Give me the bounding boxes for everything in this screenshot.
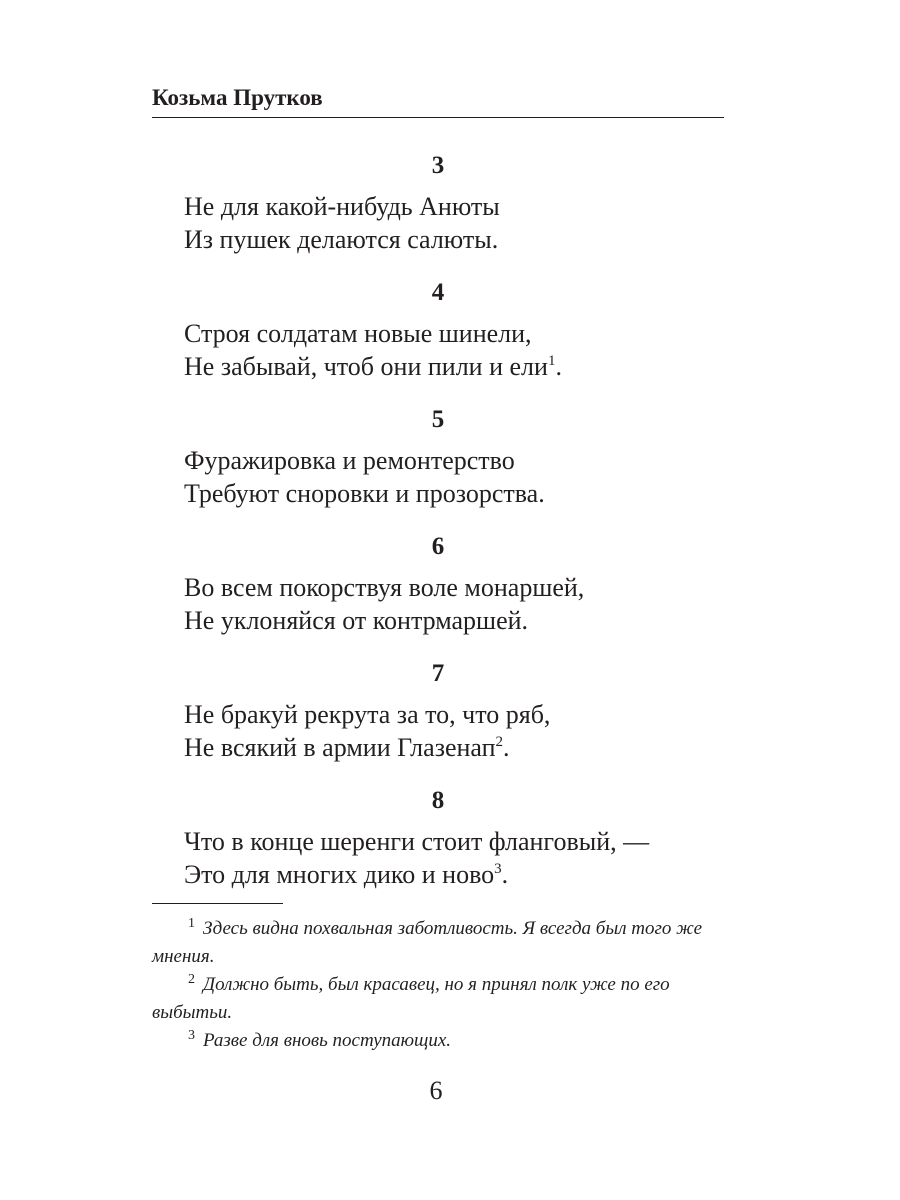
verse-line-text: Не уклоняйся от контрмаршей. (184, 606, 529, 635)
stanza-number: 4 (431, 279, 445, 306)
footnote-reference[interactable]: 3 (494, 861, 502, 877)
verse-line: Что в конце шеренги стоит фланговый, — (184, 827, 650, 856)
footnote-text: Здесь видна похвальная заботливость. Я всегда был того же мнения. (152, 918, 703, 967)
verse-line (152, 477, 724, 510)
stanza-number: 5 (431, 406, 445, 433)
stanza-number: 8 (431, 787, 445, 814)
verse-line: Строя солдатам новые шинели, (184, 319, 532, 348)
footnote (152, 915, 724, 971)
stanza (152, 658, 724, 785)
footnote (152, 971, 724, 1027)
footnote-reference[interactable]: 1 (547, 353, 556, 369)
verse-line-punctuation: . (555, 352, 562, 381)
stanza-number: 3 (431, 152, 445, 179)
footnote-text: Должно быть, был красавец, но я принял полк уже по его выбытьи. (152, 974, 670, 1023)
footnote-text: Разве для вновь поступающих. (203, 1030, 452, 1051)
footnote-reference[interactable]: 2 (495, 734, 504, 750)
footnote-mark: 3 (188, 1028, 195, 1043)
stanza-number: 6 (431, 533, 445, 560)
stanza (152, 150, 724, 277)
verse-line-punctuation: . (503, 733, 510, 762)
verse-line-text: Это для многих дико и ново (184, 860, 495, 889)
footnotes (152, 915, 724, 1055)
stanza (152, 531, 724, 658)
verse-line (152, 858, 724, 891)
verse-line: Фуражировка и ремонтерство (184, 446, 515, 475)
verse-line-text: Не забывай, чтоб они пили и ели (184, 352, 548, 381)
verse-line (152, 731, 724, 764)
verse-line-text: Требуют сноровки и прозорства. (184, 479, 545, 508)
verse-line: Не бракуй рекрута за то, что ряб, (184, 700, 551, 729)
verse-line: Во всем покорствуя воле монаршей, (184, 573, 585, 602)
stanza (152, 404, 724, 531)
verse-line-punctuation: . (501, 860, 509, 889)
running-head-author: Козьма Прутков (152, 83, 724, 118)
verse-line-text: Не всякий в армии Глазенап (184, 733, 496, 762)
stanza (152, 785, 724, 912)
verse-line (152, 350, 724, 383)
verse-line: Не для какой-нибудь Анюты (184, 192, 500, 221)
verse-section (152, 150, 724, 912)
stanza-number: 7 (431, 660, 445, 687)
verse-line-text: Из пушек делаются салюты. (184, 225, 499, 254)
verse-line (152, 604, 724, 637)
footnote (152, 1027, 724, 1055)
footnote-mark: 1 (188, 916, 195, 931)
footnote-divider (152, 903, 283, 904)
verse-line (152, 223, 724, 256)
stanza (152, 277, 724, 404)
footnote-mark: 2 (188, 972, 195, 987)
page-number: 6 (429, 1076, 443, 1105)
